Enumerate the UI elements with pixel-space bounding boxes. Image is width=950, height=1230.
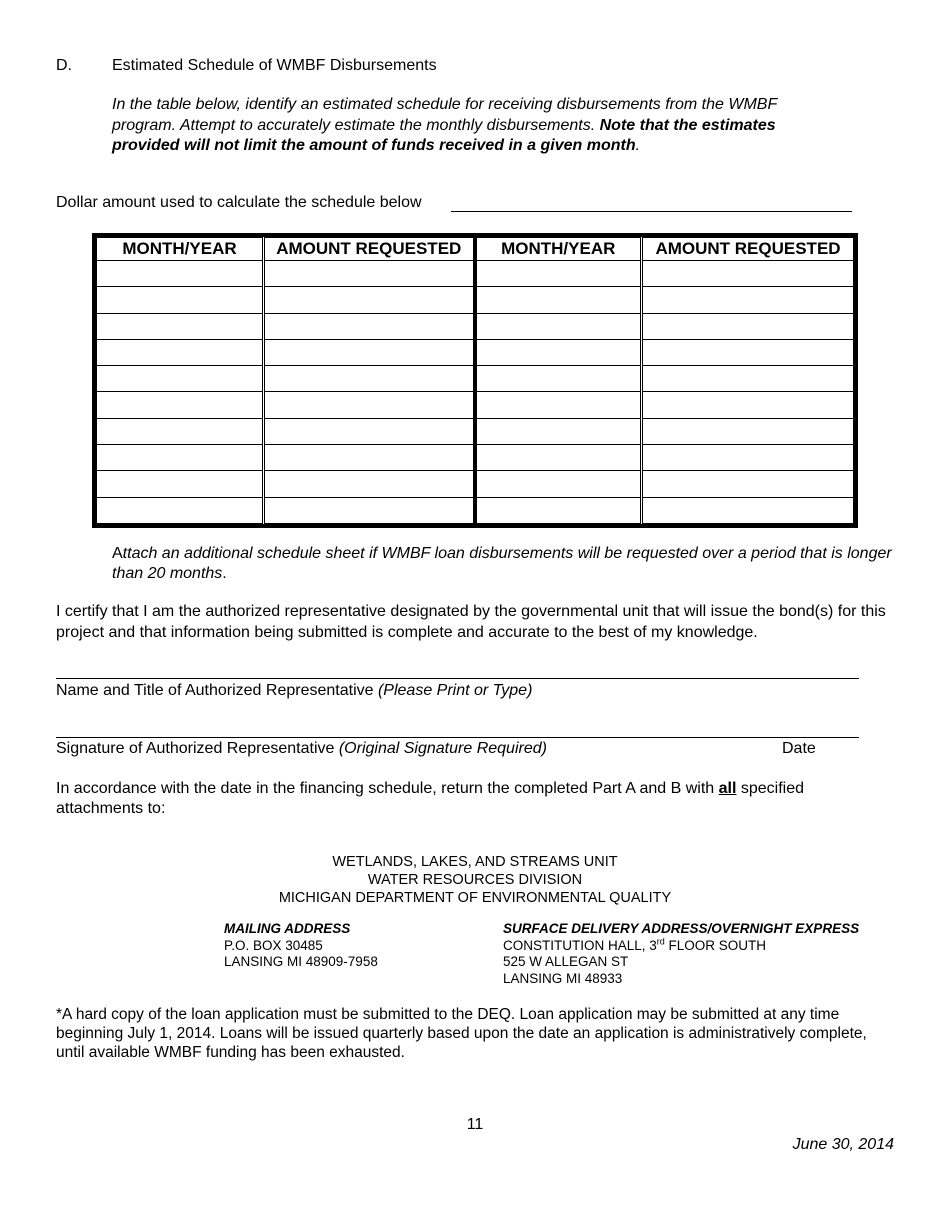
month-year-cell[interactable]	[97, 261, 264, 287]
table-row	[97, 366, 854, 392]
mailing-address-line2: LANSING MI 48909-7958	[224, 954, 378, 969]
amount-cell[interactable]	[264, 418, 475, 444]
amount-cell[interactable]	[264, 366, 475, 392]
delivery-address-line3: LANSING MI 48933	[503, 970, 623, 986]
signature-label	[56, 740, 547, 758]
delivery-address-heading: SURFACE DELIVERY ADDRESS/OVERNIGHT EXPRESS	[503, 921, 860, 936]
month-year-cell[interactable]	[97, 471, 264, 497]
month-year-cell[interactable]	[97, 339, 264, 365]
agency-block	[0, 853, 950, 907]
header-month-year-1: MONTH/YEAR	[97, 238, 264, 261]
amount-cell[interactable]	[642, 418, 854, 444]
intro-end: .	[635, 137, 641, 154]
table-row	[97, 418, 854, 444]
month-year-cell[interactable]	[475, 471, 642, 497]
delivery-line1-b: FLOOR SOUTH	[664, 937, 767, 953]
amount-cell[interactable]	[264, 287, 475, 313]
intro-paragraph	[112, 95, 842, 157]
month-year-cell[interactable]	[475, 497, 642, 523]
delivery-address-line2: 525 W ALLEGAN ST	[503, 954, 629, 969]
month-year-cell[interactable]	[475, 287, 642, 313]
amount-cell[interactable]	[264, 497, 475, 523]
amount-cell[interactable]	[642, 261, 854, 287]
amount-cell[interactable]	[264, 471, 475, 497]
month-year-cell[interactable]	[475, 392, 642, 418]
attach-note-end: .	[222, 565, 227, 582]
header-amount-requested-1: AMOUNT REQUESTED	[264, 238, 475, 261]
table-row	[97, 261, 854, 287]
delivery-line1-a: CONSTITUTION HALL, 3	[503, 937, 657, 953]
table-row	[97, 287, 854, 313]
month-year-cell[interactable]	[97, 497, 264, 523]
footnote: *A hard copy of the loan application must be submitted to the DEQ. Loan application may be submitted at any time beginning July 1, 2014. Loans will be issued quarterly based upon the date an application is administratively complete, until available WMBF funding has been exhausted.	[56, 1006, 867, 1061]
amount-cell[interactable]	[264, 392, 475, 418]
month-year-cell[interactable]	[475, 445, 642, 471]
month-year-cell[interactable]	[475, 339, 642, 365]
amount-cell[interactable]	[264, 261, 475, 287]
date-label: Date	[782, 740, 816, 757]
intro-text: In the table below, identify an estimated schedule for receiving disbursements from the WMBF program. Attempt to accurately estimate the monthly disbursements.	[112, 96, 777, 134]
dollar-amount-field[interactable]	[451, 211, 852, 212]
amount-cell[interactable]	[264, 445, 475, 471]
table-row	[97, 392, 854, 418]
agency-unit: WETLANDS, LAKES, AND STREAMS UNIT	[332, 854, 618, 870]
certify-paragraph: I certify that I am the authorized representative designated by the governmental unit that will issue the bond(s) for this project and that information being submitted is complete and accurate to the best of my knowledge.	[56, 603, 886, 641]
amount-cell[interactable]	[642, 339, 854, 365]
month-year-cell[interactable]	[97, 392, 264, 418]
delivery-line1-sup: rd	[656, 936, 665, 946]
table-row	[97, 339, 854, 365]
month-year-cell[interactable]	[97, 366, 264, 392]
table-body	[97, 261, 854, 524]
delivery-address	[503, 921, 859, 987]
name-title-field[interactable]	[56, 678, 859, 679]
return-text-emph: all	[718, 780, 737, 797]
table-row	[97, 471, 854, 497]
name-title-label-text: Name and Title of Authorized Representative	[56, 682, 378, 699]
page-number: 11	[466, 1116, 484, 1133]
month-year-cell[interactable]	[475, 366, 642, 392]
amount-cell[interactable]	[642, 471, 854, 497]
document-date: June 30, 2014	[792, 1136, 894, 1153]
name-title-label	[56, 682, 532, 700]
mailing-address	[224, 921, 378, 971]
amount-cell[interactable]	[642, 287, 854, 313]
signature-label-text: Signature of Authorized Representative	[56, 740, 339, 757]
amount-cell[interactable]	[264, 313, 475, 339]
dollar-amount-label: Dollar amount used to calculate the schedule below	[56, 194, 422, 211]
return-text-before: In accordance with the date in the financing schedule, return the completed Part A and B with	[56, 780, 719, 797]
amount-cell[interactable]	[642, 497, 854, 523]
amount-cell[interactable]	[264, 339, 475, 365]
month-year-cell[interactable]	[475, 313, 642, 339]
agency-department: MICHIGAN DEPARTMENT OF ENVIRONMENTAL QUALITY	[278, 890, 672, 906]
table-row	[97, 497, 854, 523]
return-paragraph	[56, 779, 856, 819]
signature-field[interactable]	[56, 737, 859, 738]
attach-note-text: ttach an additional schedule sheet if WMBF loan disbursements will be requested over a period that is longer than 20 months	[112, 545, 892, 582]
agency-division: WATER RESOURCES DIVISION	[367, 872, 583, 888]
intro-bold-text: Note that the estimates provided will not limit the amount of funds received in a given month	[112, 116, 776, 154]
disbursement-schedule-table	[92, 233, 858, 528]
section-letter: D.	[56, 57, 72, 74]
name-title-note: (Please Print or Type)	[377, 682, 533, 699]
section-title: Estimated Schedule of WMBF Disbursements	[112, 57, 437, 74]
header-month-year-2: MONTH/YEAR	[475, 238, 642, 261]
mailing-address-line1: P.O. BOX 30485	[224, 937, 323, 953]
signature-note: (Original Signature Required)	[338, 740, 547, 757]
header-amount-requested-2: AMOUNT REQUESTED	[642, 238, 854, 261]
amount-cell[interactable]	[642, 366, 854, 392]
table-row	[97, 445, 854, 471]
month-year-cell[interactable]	[97, 418, 264, 444]
attach-note-lead: A	[112, 545, 123, 562]
delivery-address-line1	[503, 938, 859, 955]
month-year-cell[interactable]	[97, 445, 264, 471]
amount-cell[interactable]	[642, 445, 854, 471]
mailing-address-heading: MAILING ADDRESS	[224, 921, 351, 936]
table-row	[97, 313, 854, 339]
month-year-cell[interactable]	[97, 287, 264, 313]
attach-note	[112, 544, 912, 584]
return-text-after: specified attachments to:	[56, 780, 805, 817]
amount-cell[interactable]	[642, 392, 854, 418]
amount-cell[interactable]	[642, 313, 854, 339]
month-year-cell[interactable]	[97, 313, 264, 339]
month-year-cell[interactable]	[475, 261, 642, 287]
month-year-cell[interactable]	[475, 418, 642, 444]
